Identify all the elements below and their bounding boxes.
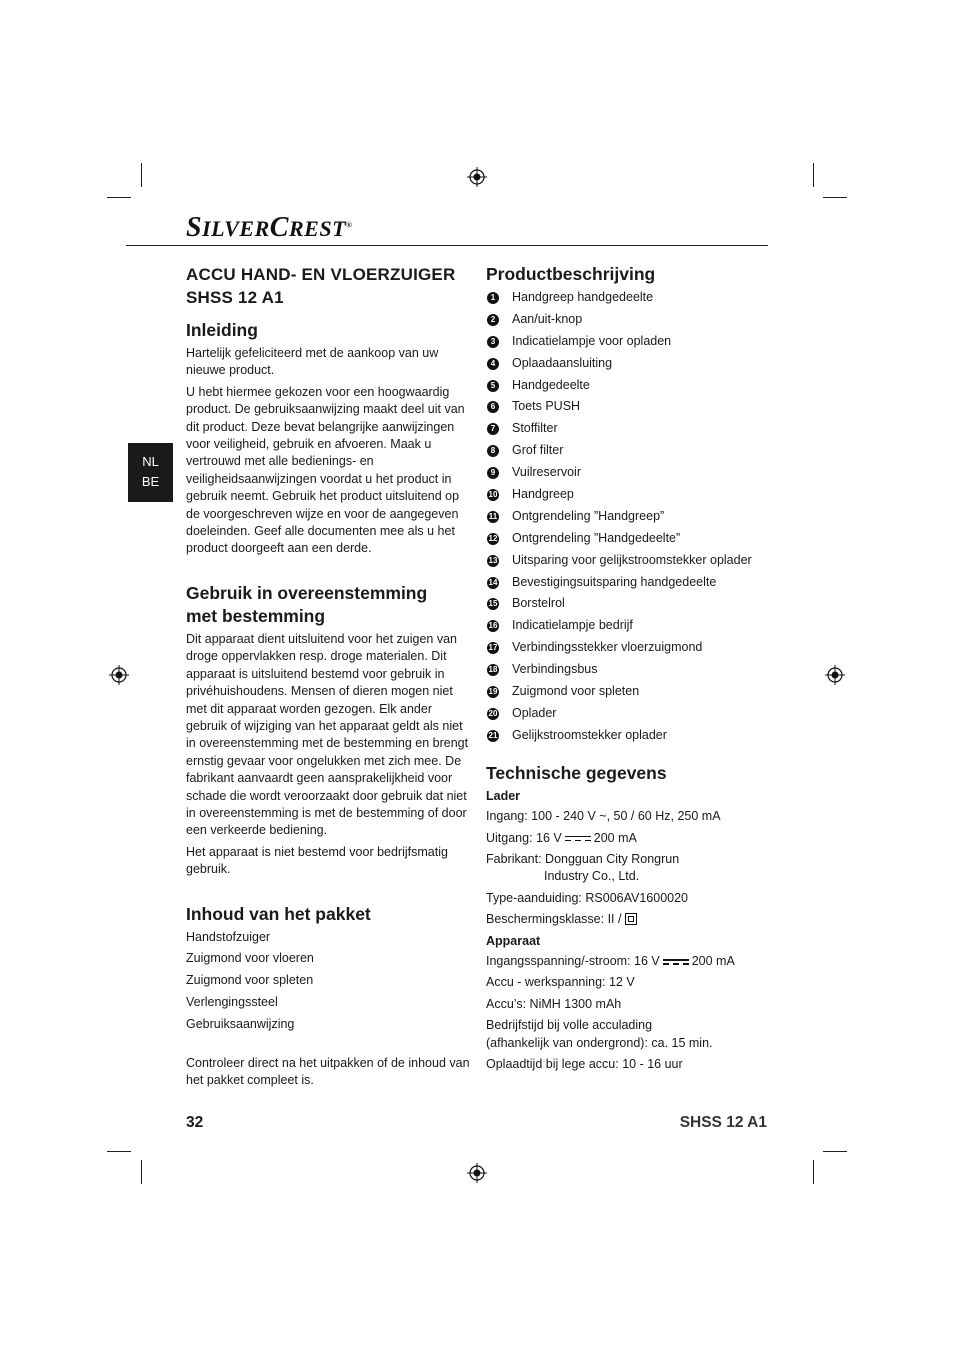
list-item: 16 Indicatielampje bedrijf: [488, 618, 633, 633]
list-item: 3 Indicatielampje voor opladen: [486, 333, 770, 355]
spec-line: Uitgang: 16 V 200 mA: [486, 830, 637, 845]
registration-mark-icon: [109, 665, 129, 685]
package-list: [186, 929, 470, 1038]
list-item: 17 Verbindingsstekker vloerzuigmond: [488, 640, 703, 655]
list-item: Gebruiksaanwijzing: [186, 1017, 295, 1032]
dc-symbol-icon: [663, 957, 689, 966]
paragraph: Het apparaat is niet bestemd voor bedrijfsmatig gebruik.: [186, 844, 448, 877]
language-tab: [128, 443, 173, 502]
spec-line: Ingangsspanning/-stroom: 16 V 200 mA: [486, 953, 735, 968]
list-item: 18 Verbindingsbus: [488, 662, 598, 677]
header-rule: [126, 245, 768, 246]
list-item: 11 Ontgrendeling ”Handgreep”: [488, 508, 665, 523]
crop-mark: [107, 197, 131, 198]
part-number: 2: [487, 314, 499, 326]
language-code: BE: [141, 474, 160, 489]
parts-list: [486, 289, 770, 749]
paragraph: U hebt hiermee gekozen voor een hoogwaardig product. De gebruiksaanwijzing maakt deel uit van dit product. Deze bevat belangrijke aanwijzingen voor veiligheid, gebruik en afvoeren. Maak u vertrouwd met alle bedienings- en veiligheidsaanwijzingen voordat u het product in gebruik neemt. Gebruik het product uitsluitend op de voorgeschreven wijze en voor de aangegeven doeleinden. Geef alle documenten mee als u het product doorgeeft aan een derde.: [186, 384, 465, 556]
crop-mark: [141, 1160, 142, 1184]
list-item: 12 Ontgrendeling ”Handgedeelte”: [488, 530, 681, 545]
list-item: 9 Vuilreservoir: [486, 464, 770, 486]
spec-line: Fabrikant: Dongguan City Rongrun Industry Co., Ltd.: [486, 851, 680, 884]
list-item: 6 Toets PUSH: [486, 398, 770, 420]
part-number: 12: [488, 533, 498, 543]
page-number: 32: [186, 1114, 204, 1131]
section-heading: Inhoud van het pakket: [186, 903, 371, 924]
dc-symbol-icon: [565, 834, 591, 843]
crop-mark: [823, 197, 847, 198]
part-number: 16: [488, 621, 498, 631]
part-number: 4: [487, 358, 499, 370]
paragraph: Hartelijk gefeliciteerd met de aankoop van uw nieuwe product.: [186, 346, 439, 378]
list-item: 19 Zuigmond voor spleten: [488, 684, 640, 699]
part-number: 17: [488, 643, 498, 653]
part-number: 14: [488, 577, 498, 587]
right-column: [486, 263, 770, 1077]
language-code: NL: [142, 454, 159, 469]
part-number: 10: [488, 490, 498, 500]
part-number: 1: [487, 292, 499, 304]
part-number: 20: [488, 708, 498, 718]
part-number: 13: [488, 555, 498, 565]
list-item: 1 Handgreep handgedeelte: [486, 289, 770, 311]
brand-logo: SILVERCREST®: [186, 212, 353, 243]
part-number: 21: [488, 730, 498, 740]
subheading: Lader: [486, 788, 521, 803]
spec-line: Ingang: 100 - 240 V ~, 50 / 60 Hz, 250 mA: [486, 809, 721, 824]
crop-mark: [107, 1151, 131, 1152]
part-number: 15: [488, 599, 498, 609]
part-number: 11: [488, 511, 498, 521]
left-column: [186, 263, 470, 1094]
spec-line: Oplaadtijd bij lege accu: 10 - 16 uur: [486, 1056, 683, 1071]
spec-line: Accu’s: NiMH 1300 mAh: [486, 996, 622, 1011]
spec-line: Type-aanduiding: RS006AV1600020: [486, 890, 689, 905]
crop-mark: [813, 1160, 814, 1184]
list-item: 5 Handgedeelte: [486, 377, 770, 399]
list-item: Handstofzuiger: [186, 929, 271, 944]
section-heading: Technische gegevens: [486, 762, 667, 783]
section-heading: Productbeschrijving: [486, 264, 656, 284]
footer-model: SHSS 12 A1: [679, 1114, 767, 1131]
registration-mark-icon: [467, 1163, 487, 1183]
crop-mark: [813, 163, 814, 187]
crop-mark: [141, 163, 142, 187]
protection-class-ii-icon: [625, 913, 637, 925]
crop-mark: [823, 1151, 847, 1152]
registration-mark-icon: [825, 665, 845, 685]
spec-line: Bedrijfstijd bij volle acculading (afhankelijk van ondergrond): ca. 15 min.: [486, 1018, 713, 1050]
spec-line: Accu - werkspanning: 12 V: [486, 975, 635, 990]
list-item: 8 Grof filter: [486, 442, 770, 464]
paragraph: Dit apparaat dient uitsluitend voor het zuigen van droge oppervlakken resp. droge materialen. Dit apparaat is uitsluitend bestemd voor gebruik in privéhuishoudens. Mensen of dieren mogen niet met dit apparaat worden gezogen. Elk ander gebruik of wijziging van het apparaat geldt als niet in overeenstemming met de bestemming en brengt ernstig gevaar voor ongelukken met zich mee. De fabrikant aanvaardt geen aansprakelijkheid voor schade die wordt veroorzaakt door gebruik dat niet in overeenstemming is met de bestemming of door een verkeerde bediening.: [186, 631, 469, 838]
section-heading: Inleiding: [186, 320, 258, 340]
list-item: 4 Oplaadaansluiting: [486, 355, 770, 377]
section-heading: Gebruik in overeenstemming met bestemming: [186, 582, 428, 626]
list-item: 21 Gelijkstroomstekker oplader: [488, 727, 667, 742]
part-number: 7: [487, 423, 499, 435]
paragraph: Controleer direct na het uitpakken of de inhoud van het pakket compleet is.: [186, 1056, 470, 1088]
part-number: 18: [488, 665, 498, 675]
list-item: 13 Uitsparing voor gelijkstroomstekker oplader: [488, 552, 752, 567]
spec-line: Beschermingsklasse: II /: [486, 911, 770, 928]
part-number: 5: [487, 380, 499, 392]
list-item: 14 Bevestigingsuitsparing handgedeelte: [488, 574, 717, 589]
list-item: 10 Handgreep: [488, 487, 574, 502]
list-item: Zuigmond voor vloeren: [186, 951, 314, 966]
registration-mark-icon: [467, 167, 487, 187]
list-item: Verlengingssteel: [186, 995, 278, 1010]
document-title: ACCU HAND- EN VLOERZUIGER SHSS 12 A1: [186, 265, 456, 307]
list-item: 7 Stoffilter: [486, 420, 770, 442]
part-number: 8: [487, 445, 499, 457]
list-item: 20 Oplader: [488, 705, 557, 720]
list-item: Zuigmond voor spleten: [186, 973, 314, 988]
part-number: 3: [487, 336, 499, 348]
part-number: 9: [487, 467, 499, 479]
part-number: 6: [487, 401, 499, 413]
part-number: 19: [488, 687, 498, 697]
subheading: Apparaat: [486, 933, 541, 948]
list-item: 15 Borstelrol: [488, 596, 565, 611]
list-item: 2 Aan/uit-knop: [486, 311, 770, 333]
